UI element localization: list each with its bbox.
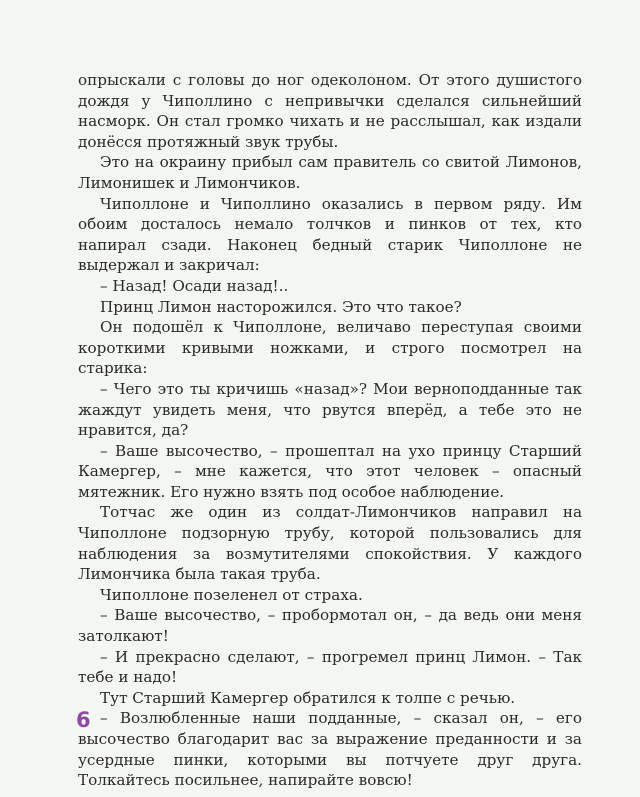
- paragraph-10: Чиполлоне позеленел от страха.: [100, 585, 363, 604]
- paragraph-7: – Чего это ты кричишь «назад»? Мои верноподданные так жаждут увидеть меня, что рвутся вперёд, а тебе это не нравится, да?: [78, 379, 582, 440]
- paragraph-6: Он подошёл к Чиполлоне, величаво переступая своими коротκими кривыми ножками, и строго посмотрел на старика:: [78, 318, 582, 378]
- paragraph-8: – Ваше высочество, – прошептал на ухо принцу Старший Камергер, – мне кажется, что этот человек – опасный мятежник. Его нужно взять под особое наблюдение.: [78, 441, 582, 501]
- paragraph-4: – Назад! Осади назад!..: [100, 276, 289, 295]
- paragraph-13: Тут Старший Камергер обратился к толпе с речью.: [100, 688, 516, 707]
- paragraph-1: опрыскали с головы до ног одеколоном. От этого душистого дождя у Чиполлино с непривычки сделался сильнейший насморк. Он стал громко чихать и не расслышал, как издали донёсся протяжный звук трубы.: [78, 71, 582, 151]
- paragraph-14: – Возлюбленные наши подданные, – сказал он, – его высочество благодарит вас за выражение преданности и за усердные пинки, которыми вы потчуете друг друга. Толкайтесь посильнее, напирайте вовсю!: [78, 709, 582, 790]
- paragraph-11: – Ваше высочество, – пробормотал он, – да ведь они меня затолкают!: [78, 606, 582, 646]
- paragraph-9: Тотчас же один из солдат-Лимончиков направил на Чиполлоне подзорную трубу, которой пользовались для наблюдения за возмутителями спокойствия. У каждого Лимончика была такая труба.: [78, 503, 582, 584]
- page-number: 6: [76, 708, 91, 732]
- page-body-text: [78, 70, 582, 791]
- paragraph-3: Чиполлоне и Чиполлино оказались в первом ряду. Им обоим досталось немало толчков и пинков от тех, кто напирал сзади. Наконец бедный старик Чиполлоне не выдержал и закричал:: [78, 194, 582, 275]
- paragraph-5: Принц Лимон насторожился. Это что такое?: [100, 297, 462, 316]
- paragraph-12: – И прекрасно сделают, – прогремел принц Лимон. – Так тебе и надо!: [78, 647, 582, 687]
- paragraph-2: Это на окраину прибыл сам правитель со свитой Лимонов, Лимонишек и Лимончиков.: [78, 153, 582, 192]
